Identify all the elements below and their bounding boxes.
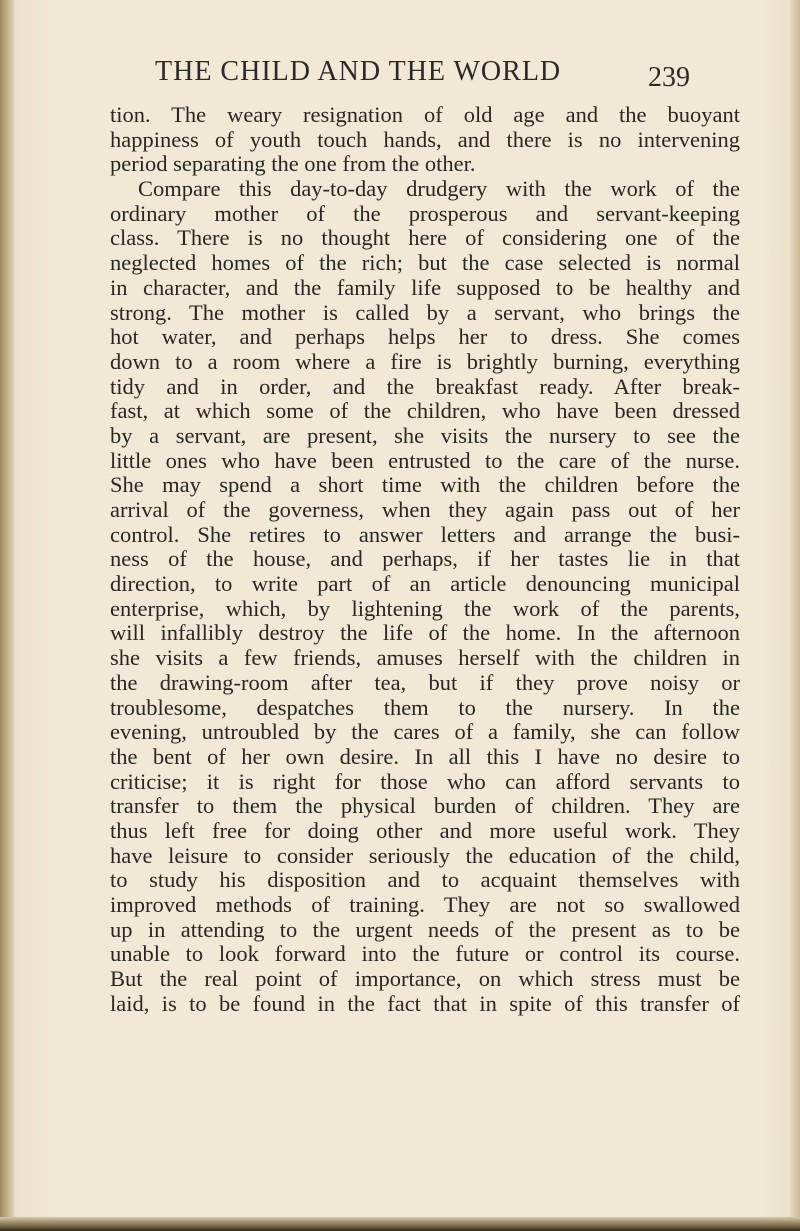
- text-line: strong. The mother is called by a servant, who brings the: [110, 299, 740, 325]
- text-line: happiness of youth touch hands, and there is no intervening: [110, 126, 740, 152]
- text-line: ordinary mother of the prosperous and servant-keeping: [110, 200, 740, 226]
- running-head: THE CHILD AND THE WORLD: [155, 56, 562, 87]
- text-line: neglected homes of the rich; but the case selected is normal: [110, 250, 740, 276]
- text-line: improved methods of training. They are not so swallowed: [110, 892, 740, 917]
- text-line: thus left free for doing other and more useful work. They: [110, 817, 740, 843]
- text-line: the drawing-room after tea, but if they prove noisy or: [110, 669, 740, 695]
- text-line: laid, is to be found in the fact that in spite of this transfer of: [110, 990, 740, 1016]
- text-line: period separating the one from the other.: [110, 151, 476, 177]
- text-line: unable to look forward into the future or control its course.: [110, 941, 740, 967]
- text-line: criticise; it is right for those who can afford servants to: [110, 768, 740, 794]
- text-line: direction, to write part of an article denouncing municipal: [110, 571, 740, 597]
- text-line: the bent of her own desire. In all this I have no desire to: [110, 743, 740, 769]
- text-line: will infallibly destroy the life of the home. In the afternoon: [110, 620, 740, 646]
- text-line: up in attending to the urgent needs of the present as to be: [110, 916, 740, 942]
- text-line: tion. The weary resignation of old age and the buoyant: [110, 102, 740, 127]
- page-gutter-shadow: [0, 0, 14, 1231]
- text-line: down to a room where a fire is brightly burning, everything: [110, 348, 740, 374]
- text-line: transfer to them the physical burden of children. They are: [110, 793, 740, 819]
- text-line: to study his disposition and to acquaint themselves with: [110, 867, 740, 893]
- text-line: enterprise, which, by lightening the work of the parents,: [110, 595, 740, 621]
- text-line: class. There is no thought here of considering one of the: [110, 225, 740, 251]
- text-line: little ones who have been entrusted to the care of the nurse.: [110, 447, 740, 473]
- text-line: troublesome, despatches them to the nursery. In the: [110, 694, 740, 720]
- text-line: hot water, and perhaps helps her to dress. She comes: [110, 324, 740, 350]
- text-line: evening, untroubled by the cares of a family, she can follow: [110, 719, 740, 745]
- text-line: control. She retires to answer letters and arrange the busi-: [110, 521, 740, 547]
- text-line: Compare this day-to-day drudgery with the work of the: [138, 176, 740, 202]
- text-line: have leisure to consider seriously the education of the child,: [110, 842, 740, 868]
- text-line: ness of the house, and perhaps, if her tastes lie in that: [110, 546, 740, 572]
- page-header: [155, 56, 690, 96]
- text-line: tidy and in order, and the breakfast ready. After break-: [110, 373, 740, 399]
- body-text: [110, 103, 740, 1016]
- text-line: fast, at which some of the children, who have been dressed: [110, 398, 740, 424]
- page-edge-shadow: [790, 0, 800, 1231]
- text-line: arrival of the governess, when they again pass out of her: [110, 497, 740, 522]
- text-line: by a servant, are present, she visits the nursery to see the: [110, 422, 740, 448]
- text-line: She may spend a short time with the children before the: [110, 472, 740, 498]
- text-line: she visits a few friends, amuses herself with the children in: [110, 645, 740, 671]
- page-number: 239: [648, 62, 690, 93]
- text-line: But the real point of importance, on which stress must be: [110, 966, 740, 992]
- text-line: in character, and the family life supposed to be healthy and: [110, 274, 740, 300]
- page-bottom-edge: [0, 1217, 800, 1231]
